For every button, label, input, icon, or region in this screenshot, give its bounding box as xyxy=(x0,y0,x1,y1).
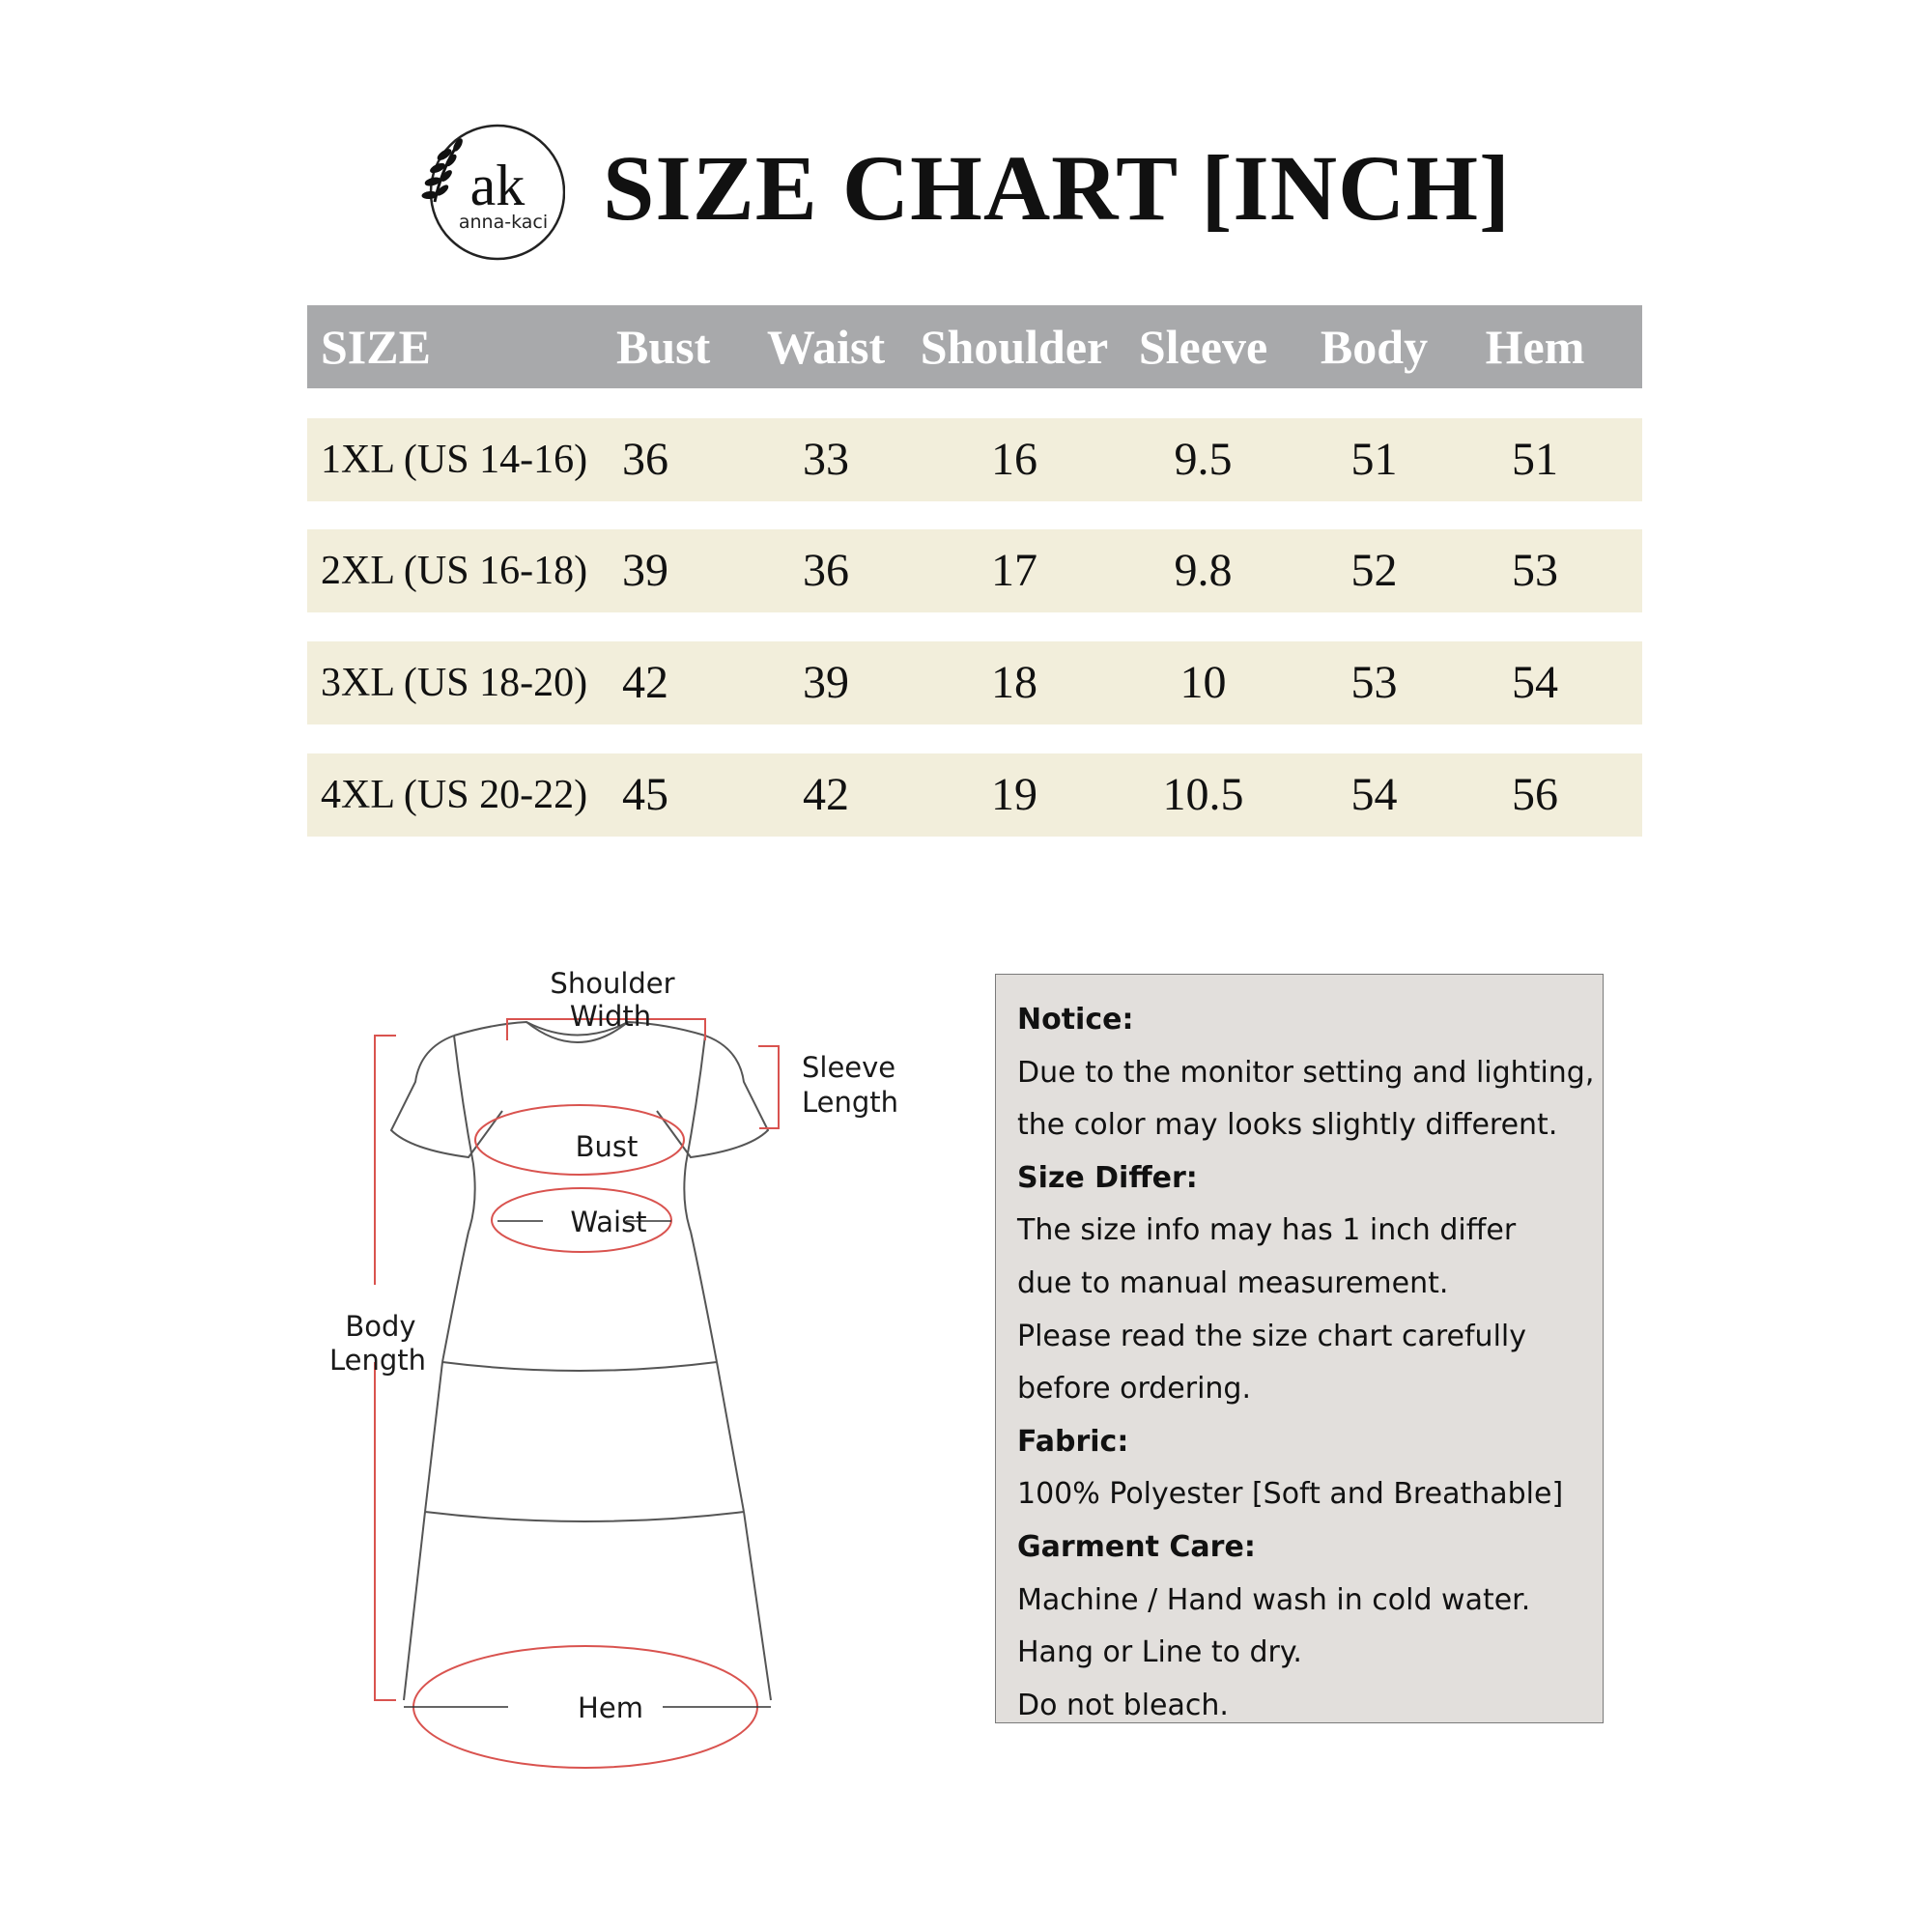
sleeve-value: 10 xyxy=(1179,657,1227,708)
sleeve-value: 9.5 xyxy=(1174,434,1233,485)
body-value: 52 xyxy=(1350,545,1398,596)
size-differ-text: due to manual measurement. xyxy=(1017,1265,1449,1300)
notice-heading: Notice: xyxy=(1017,1003,1134,1037)
bust-label: Bust xyxy=(575,1130,639,1163)
shoulder-width-label: Width xyxy=(569,1000,652,1033)
size-label: 4XL (US 20-22) xyxy=(321,773,588,817)
waist-value: 36 xyxy=(803,545,849,596)
header-hem: Hem xyxy=(1485,320,1585,374)
sleeve-length-label: Sleeve xyxy=(802,1051,896,1084)
waist-label: Waist xyxy=(570,1206,647,1238)
shoulder-value: 17 xyxy=(991,545,1037,596)
size-differ-text: The size info may has 1 inch differ xyxy=(1017,1213,1517,1248)
page-title: SIZE CHART [INCH] xyxy=(603,136,1512,240)
garment-care-heading: Garment Care: xyxy=(1017,1529,1256,1564)
body-length-label: Body xyxy=(345,1310,416,1343)
notice-text: the color may looks slightly different. xyxy=(1017,1108,1558,1143)
garment-care-text: Hang or Line to dry. xyxy=(1017,1635,1302,1670)
size-label: 2XL (US 16-18) xyxy=(321,549,588,593)
shoulder-value: 16 xyxy=(991,434,1037,485)
shoulder-width-label: Shoulder xyxy=(550,967,675,1000)
shoulder-value: 18 xyxy=(991,657,1037,708)
body-value: 51 xyxy=(1350,434,1398,485)
hem-label: Hem xyxy=(578,1691,643,1724)
hem-value: 51 xyxy=(1512,434,1558,485)
body-value: 53 xyxy=(1350,657,1398,708)
waist-value: 39 xyxy=(803,657,849,708)
fabric-text: 100% Polyester [Soft and Breathable] xyxy=(1017,1477,1564,1512)
table-row xyxy=(307,641,1642,724)
header-body: Body xyxy=(1320,320,1429,374)
bust-value: 42 xyxy=(622,657,668,708)
notice-text: Due to the monitor setting and lighting, xyxy=(1017,1055,1595,1090)
size-label: 3XL (US 18-20) xyxy=(321,661,588,705)
bust-value: 45 xyxy=(622,769,668,820)
header-waist: Waist xyxy=(766,320,886,374)
leaf-branch-icon xyxy=(422,137,464,202)
notice-box xyxy=(995,974,1604,1723)
dress-measurement-diagram xyxy=(319,966,937,1777)
header-shoulder: Shoulder xyxy=(920,320,1109,374)
hem-value: 56 xyxy=(1512,769,1558,820)
size-label: 1XL (US 14-16) xyxy=(321,438,588,482)
fabric-heading: Fabric: xyxy=(1017,1424,1129,1459)
logo-brand-name: anna-kaci xyxy=(458,212,549,233)
size-differ-text: before ordering. xyxy=(1017,1372,1252,1406)
hem-value: 54 xyxy=(1512,657,1558,708)
size-differ-text: Please read the size chart carefully xyxy=(1017,1319,1526,1353)
table-row xyxy=(307,529,1642,612)
logo-monogram: ak xyxy=(469,154,526,217)
size-differ-heading: Size Differ: xyxy=(1017,1160,1198,1195)
body-value: 54 xyxy=(1350,769,1398,820)
shoulder-value: 19 xyxy=(991,769,1037,820)
header-bust: Bust xyxy=(616,320,711,374)
sleeve-value: 10.5 xyxy=(1162,769,1244,820)
bust-value: 36 xyxy=(622,434,668,485)
waist-value: 42 xyxy=(803,769,849,820)
bust-value: 39 xyxy=(622,545,668,596)
table-header-row xyxy=(307,305,1642,388)
hem-value: 53 xyxy=(1512,545,1558,596)
garment-care-text: Machine / Hand wash in cold water. xyxy=(1017,1582,1531,1617)
garment-care-text: Do not bleach. xyxy=(1017,1688,1229,1722)
table-row xyxy=(307,753,1642,837)
body-length-label: Length xyxy=(328,1344,427,1377)
waist-value: 33 xyxy=(803,434,849,485)
sleeve-value: 9.8 xyxy=(1174,545,1233,596)
sleeve-length-label: Length xyxy=(802,1086,899,1119)
brand-logo xyxy=(406,120,565,265)
dress-outline-illustration xyxy=(391,1022,771,1700)
table-row xyxy=(307,418,1642,501)
header-size: SIZE xyxy=(321,320,431,374)
header-sleeve: Sleeve xyxy=(1138,320,1268,374)
